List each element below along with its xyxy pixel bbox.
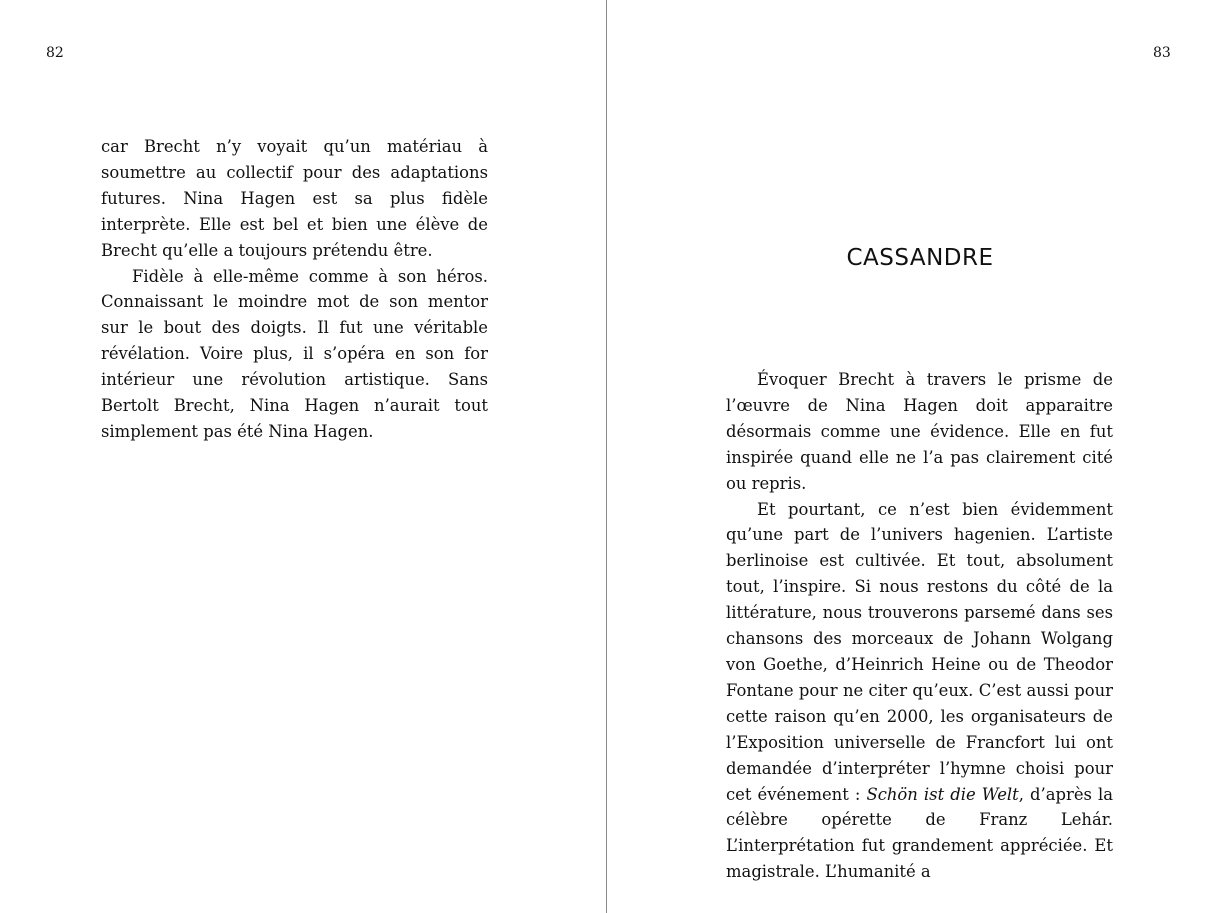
paragraph-2-text-after: , d’après la célèbre opérette de Franz Lehár. L’interprétation fut grandement appréciée. Et magistrale. L’humanité a bbox=[726, 784, 1114, 882]
paragraph-2-text-before: Et pourtant, ce n’est bien évidemment qu’une part de l’univers hagenien. L’artiste berlinoise est cultivée. Et tout, absolument tout, l’inspire. Si nous restons du côté de la littérature, nous trouverons parsemé dans ses chansons des morceaux de Johann Wolgang von Goethe, d’Heinrich Heine ou de Theodor Fontane pour ne citer qu’eux. C’est aussi pour cette raison qu’en 2000, les organisateurs de l’Exposition universelle de Francfort lui ont demandée d’interpréter l’hymne choisi pour cet événement : bbox=[726, 499, 1113, 804]
right-page-body bbox=[726, 367, 1113, 885]
left-paragraph-1: car Brecht n’y voyait qu’un matériau à soumettre au collectif pour des adaptations futures. Nina Hagen est sa plus fidèle interprète. Elle est bel et bien une élève de Brecht qu’elle a toujours prétendu être. bbox=[101, 137, 488, 260]
left-page-body bbox=[101, 134, 488, 445]
left-page bbox=[0, 0, 606, 913]
page-number-right: 83 bbox=[1153, 45, 1171, 61]
page-number-left: 82 bbox=[46, 45, 64, 61]
right-paragraph-2 bbox=[726, 497, 1113, 886]
chapter-title: CASSANDRE bbox=[846, 245, 994, 271]
right-page bbox=[607, 0, 1213, 913]
right-paragraph-1: Évoquer Brecht à travers le prisme de l’œuvre de Nina Hagen doit apparaitre désormais comme une évidence. Elle en fut inspirée quand elle ne l’a pas clairement cité ou repris. bbox=[726, 370, 1113, 493]
song-title: Schön ist die Welt bbox=[866, 784, 1019, 804]
left-paragraph-2: Fidèle à elle-même comme à son héros. Connaissant le moindre mot de son mentor sur le bout des doigts. Il fut une véritable révélation. Voire plus, il s’opéra en son for intérieur une révolution artistique. Sans Bertolt Brecht, Nina Hagen n’aurait tout simplement pas été Nina Hagen. bbox=[101, 266, 488, 441]
